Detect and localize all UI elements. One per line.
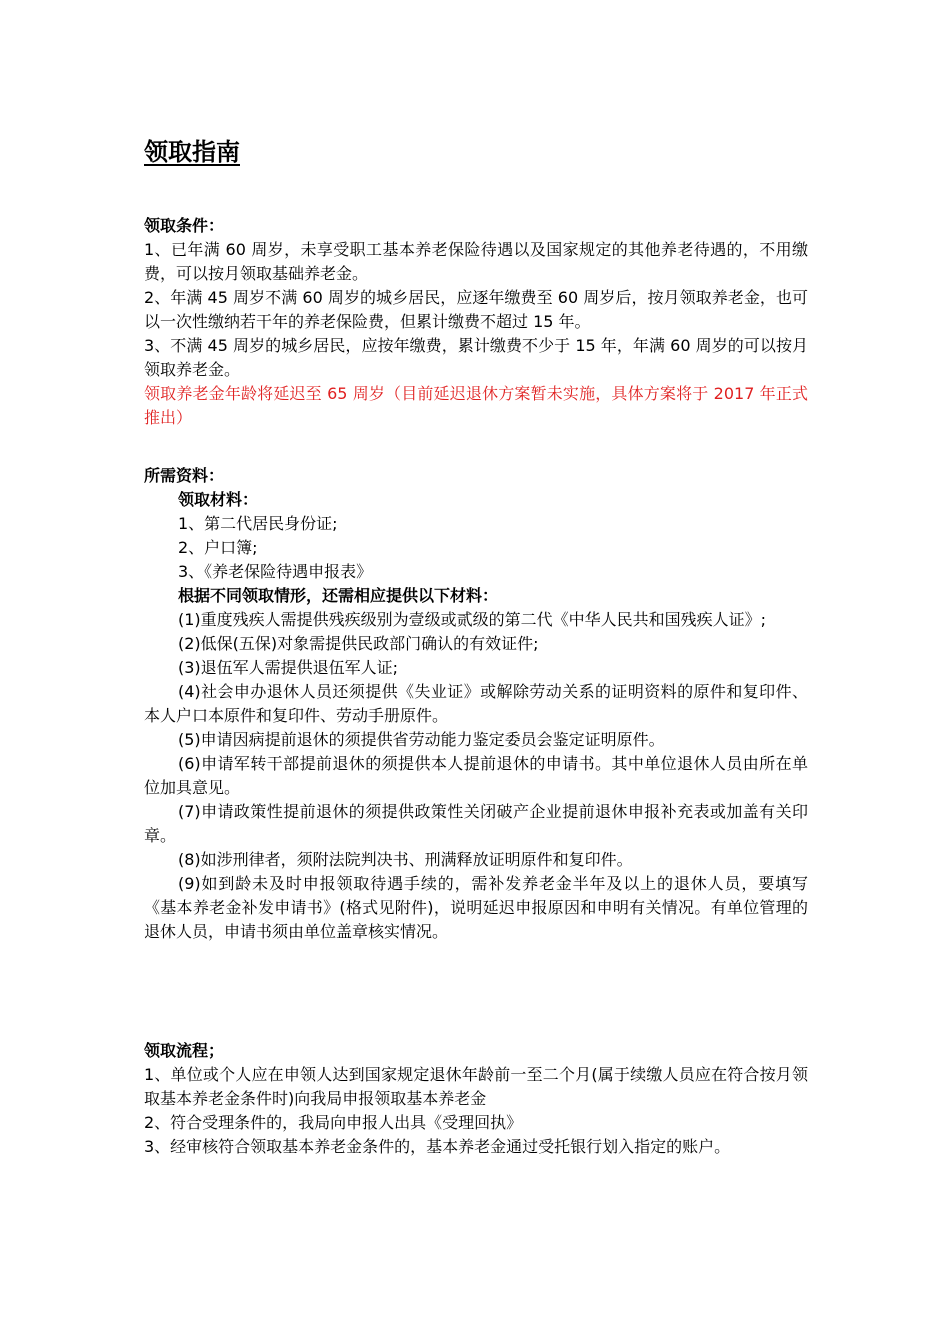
process-step: 3、经审核符合领取基本养老金条件的，基本养老金通过受托银行划入指定的账户。: [144, 1137, 731, 1156]
extra-material-item: (3)退伍军人需提供退伍军人证;: [178, 658, 399, 677]
extra-materials-heading: 根据不同领取情形，还需相应提供以下材料：: [178, 586, 499, 605]
extra-material-item: (1)重度残疾人需提供残疾级别为壹级或贰级的第二代《中华人民共和国残疾人证》;: [178, 610, 767, 629]
extra-material-item: (2)低保(五保)对象需提供民政部门确认的有效证件;: [178, 634, 539, 653]
materials-heading: 所需资料：: [144, 466, 225, 485]
basic-material-item: 1、第二代居民身份证;: [178, 514, 338, 533]
conditions-heading: 领取条件：: [144, 216, 225, 235]
basic-material-item: 3、《养老保险待遇申报表》: [178, 562, 373, 581]
page-title: 领取指南: [144, 138, 240, 166]
condition-item: 2、年满 45 周岁不满 60 周岁的城乡居民，应逐年缴费至 60 周岁后，按月领取养老金，也可以一次性缴纳若干年的养老保险费，但累计缴费不超过 15 年。: [144, 288, 808, 331]
process-step: 2、符合受理条件的，我局向申报人出具《受理回执》: [144, 1113, 523, 1132]
process-section: [144, 1039, 808, 1159]
retirement-age-note: 领取养老金年龄将延迟至 65 周岁（目前延迟退休方案暂未实施，具体方案将于 2017 年正式推出）: [144, 384, 808, 427]
extra-material-item: (6)申请军转干部提前退休的须提供本人提前退休的申请书。其中单位退休人员由所在单位加具意见。: [144, 754, 808, 797]
process-step: 1、单位或个人应在申领人达到国家规定退休年龄前一至二个月(属于续缴人员应在符合按月领取基本养老金条件时)向我局申报领取基本养老金: [144, 1065, 808, 1108]
extra-material-item: (7)申请政策性提前退休的须提供政策性关闭破产企业提前退休申报补充表或加盖有关印章。: [144, 802, 808, 845]
materials-section: [144, 464, 808, 944]
extra-material-item: (4)社会申办退休人员还须提供《失业证》或解除劳动关系的证明资料的原件和复印件、本人户口本原件和复印件、劳动手册原件。: [144, 682, 808, 725]
materials-subheading: 领取材料：: [178, 490, 259, 509]
condition-item: 3、不满 45 周岁的城乡居民，应按年缴费，累计缴费不少于 15 年，年满 60 周岁的可以按月领取养老金。: [144, 336, 808, 379]
conditions-section: [144, 214, 808, 430]
extra-material-item: (5)申请因病提前退休的须提供省劳动能力鉴定委员会鉴定证明原件。: [178, 730, 665, 749]
extra-material-item: (8)如涉刑律者，须附法院判决书、刑满释放证明原件和复印件。: [178, 850, 633, 869]
condition-item: 1、已年满 60 周岁，未享受职工基本养老保险待遇以及国家规定的其他养老待遇的，不用缴费，可以按月领取基础养老金。: [144, 240, 808, 283]
extra-material-item: (9)如到龄未及时申报领取待遇手续的，需补发养老金半年及以上的退休人员，要填写《基本养老金补发申请书》(格式见附件)，说明延迟申报原因和申明有关情况。有单位管理的退休人员，申请书须由单位盖章核实情况。: [144, 874, 808, 941]
process-heading: 领取流程；: [144, 1041, 225, 1060]
basic-material-item: 2、户口簿;: [178, 538, 258, 557]
